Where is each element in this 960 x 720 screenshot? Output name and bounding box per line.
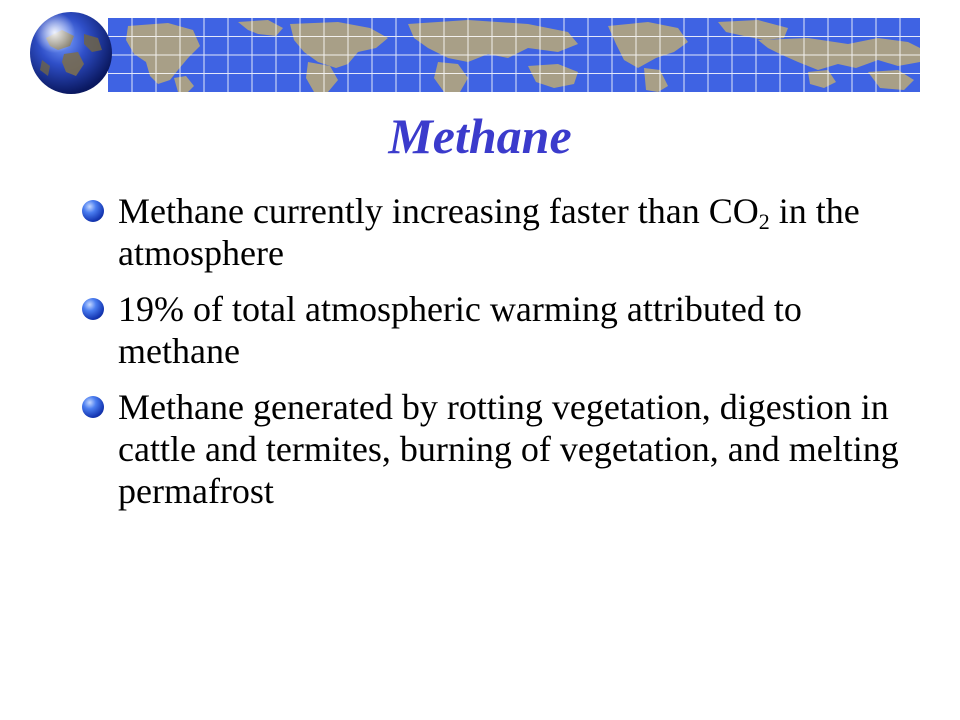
list-item [82, 190, 922, 274]
globe-icon [28, 10, 114, 96]
bullet-sphere-icon [82, 396, 104, 418]
bullet-text: 19% of total atmospheric warming attributed to methane [118, 289, 802, 371]
bullet-list [82, 190, 922, 526]
world-map-banner [108, 18, 920, 92]
slide-title: Methane [388, 108, 572, 164]
bullet-sphere-icon [82, 298, 104, 320]
list-item [82, 386, 922, 512]
bullet-text: Methane currently increasing faster than $CO_2$ in the atmosphere [118, 191, 860, 273]
bullet-text: Methane generated by rotting vegetation, digestion in cattle and termites, burning of vegetation, and melting permafrost [118, 387, 899, 511]
bullet-sphere-icon [82, 200, 104, 222]
subscript: 2 [758, 209, 770, 234]
list-item [82, 288, 922, 372]
